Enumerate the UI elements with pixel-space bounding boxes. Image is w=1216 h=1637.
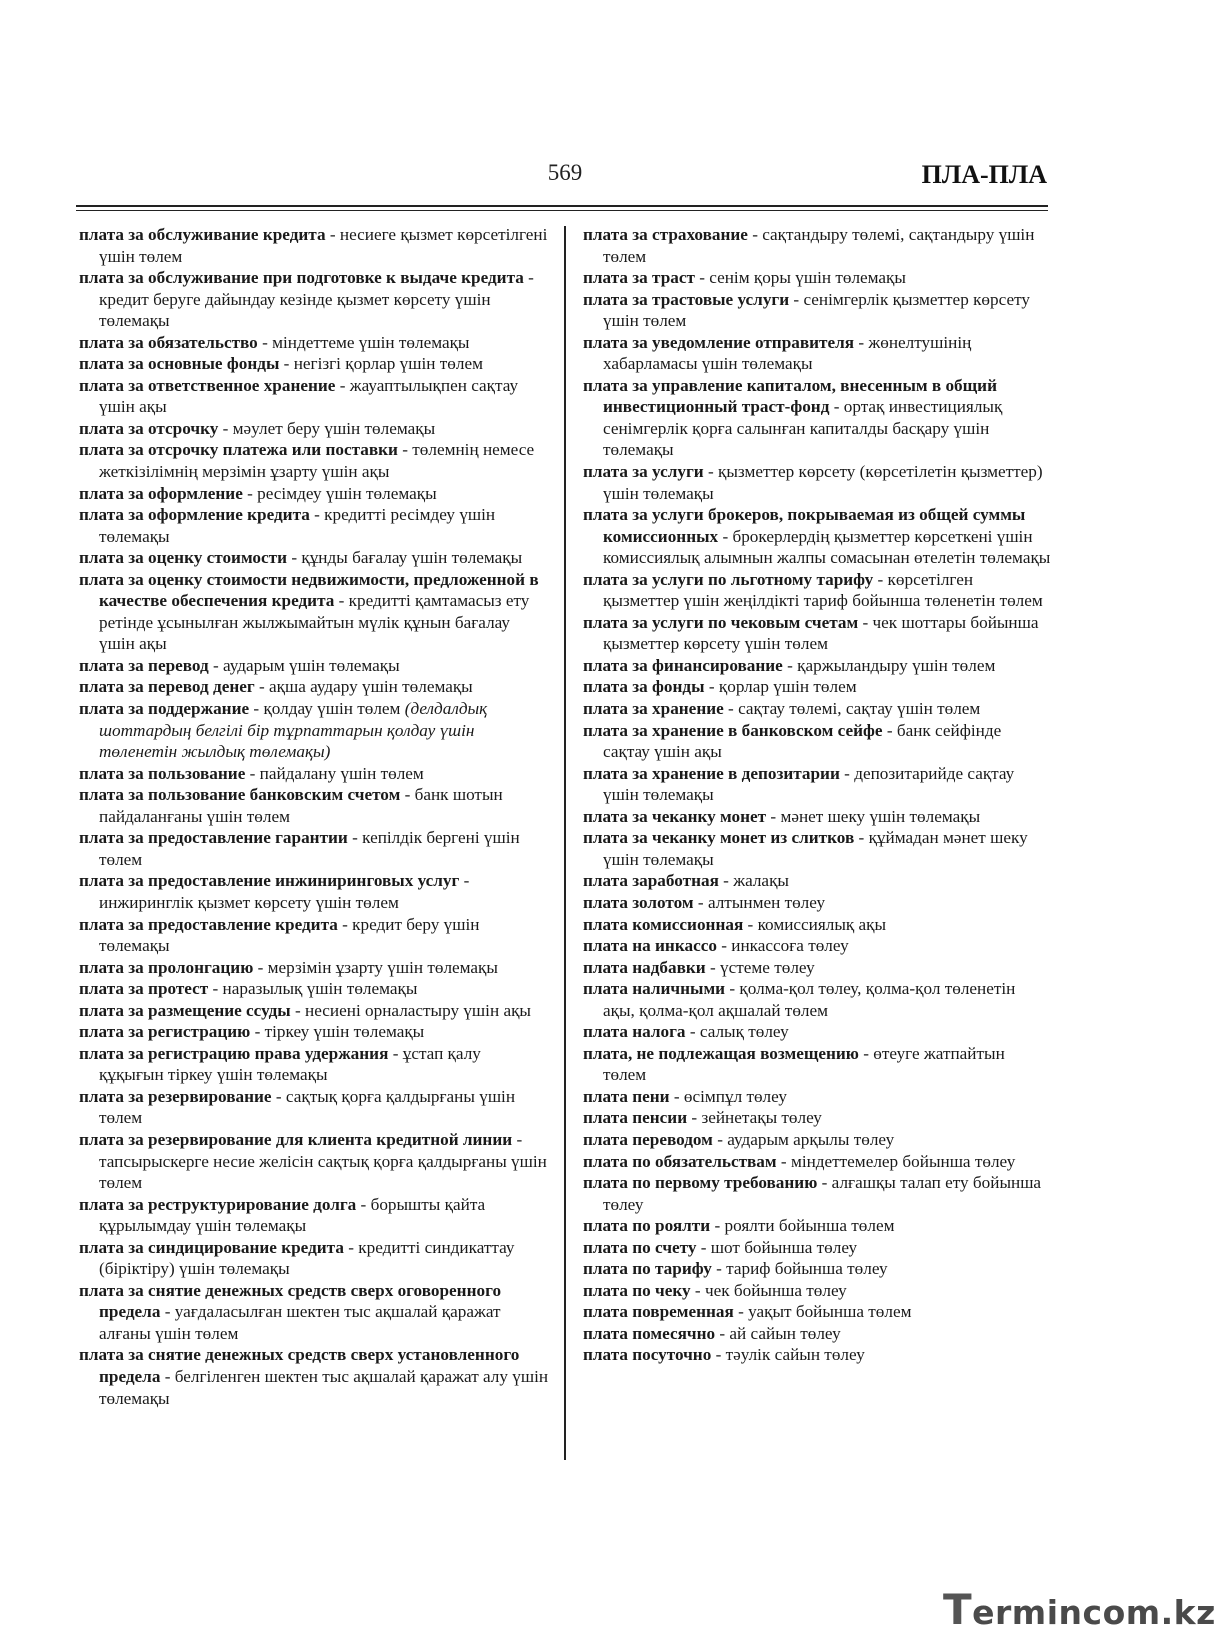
entry-definition: төлемнің немесе жеткізілімнің мерзімін ұзарту үшін ақы [99,440,535,482]
entry-definition: жөнелтушінің хабарламасы үшін төлемақы [603,332,972,374]
entry-definition: роялти бойынша төлем [724,1216,895,1236]
entry-definition: уақыт бойынша төлем [748,1302,912,1322]
dictionary-entry: плата за пользование - пайдалану үшін төлем [79,763,424,783]
dictionary-entry: плата за обслуживание при подготовке к выдаче кредита - кредит беруге дайындау кезінде қызмет көрсету үшін төлемақы [79,268,534,331]
entry-term: плата за предоставление кредита [79,914,338,934]
entry-definition: инкассоға төлеу [731,936,849,956]
dictionary-entry: плата за услуги по льготному тарифу - көрсетілген қызметтер үшін жеңілдікті тариф бойынша төленетін төлем [583,569,1043,611]
entry-term: плата за синдицирование кредита [79,1237,344,1257]
entry-term: плата на инкассо [583,936,717,956]
dictionary-entry: плата за оценку стоимости - құнды бағалау үшін төлемақы [79,548,523,568]
entry-definition: банк шотын пайдаланғаны үшін төлем [99,785,503,826]
entry-term: плата за отсрочку [79,418,219,438]
entry-definition: қолма-қол төлеу, қолма-қол төленетін ақы, қолма-қол ақшалай төлем [603,979,1016,1020]
entry-term: плата за хранение в банковском сейфе [583,720,883,740]
entry-definition: борышты қайта құрылымдау үшін төлемақы [99,1194,486,1236]
entry-term: плата за поддержание [79,699,250,719]
entry-term: плата за обслуживание кредита [79,225,326,244]
dictionary-entry: плата посуточно - тəулік сайын төлеу [583,1345,865,1365]
dictionary-entry: плата за перевод денег - ақша аудару үшін төлемақы [79,677,473,697]
entry-term: плата за пользование банковским счетом [79,785,401,805]
dictionary-entry: плата за предоставление гарантии - кепілдік бергені үшін төлем [79,828,520,869]
entry-term: плата за услуги по чековым счетам [583,612,859,632]
entry-term: плата за оформление [79,483,243,503]
dictionary-entry: плата за фонды - қорлар үшін төлем [583,677,857,697]
dictionary-entry: плата за страхование - сақтандыру төлемі, сақтандыру үшін төлем [583,225,1035,266]
entry-definition: кредит беру үшін төлемақы [99,914,480,956]
dictionary-entry: плата за хранение в банковском сейфе - банк сейфінде сақтау үшін ақы [583,720,1002,762]
entry-definition: тəулік сайын төлеу [725,1345,865,1365]
dictionary-entry: плата за трастовые услуги - сенімгерлік қызметтер көрсету үшін төлем [583,289,1030,331]
entry-term: плата переводом [583,1129,713,1149]
dictionary-entry: плата наличными - қолма-қол төлеу, қолма-қол төленетін ақы, қолма-қол ақшалай төлем [583,979,1016,1020]
entry-term: плата за регистрацию [79,1022,251,1042]
dictionary-entry: плата за услуги по чековым счетам - чек шоттары бойынша қызметтер көрсету үшін төлем [583,612,1039,654]
dictionary-entry: плата за хранение - сақтау төлемі, сақтау үшін төлем [583,699,981,719]
entry-term: плата за пролонгацию [79,957,254,977]
entry-definition: тапсырыскерге несие желісін сақтық қорға қалдырғаны үшін төлем [99,1151,547,1193]
dictionary-entry: плата за услуги - қызметтер көрсету (көрсетілетін қызметтер) үшін төлемақы [583,462,1043,503]
entry-definition: банк сейфінде сақтау үшін ақы [603,720,1002,762]
dictionary-entry: плата за обслуживание кредита - несиеге қызмет көрсетілгені үшін төлем [79,225,548,266]
entry-note: (делдалдық шоттардың белгілі бір тұрпаттарын қолдау үшін төленетін жылдық төлемақы) [99,699,488,762]
dictionary-entry: плата за основные фонды - негізгі қорлар үшін төлем [79,354,483,374]
entry-definition: тариф бойынша төлеу [726,1259,888,1279]
dictionary-entry: плата за хранение в депозитарии - депозитарийде сақтау үшін төлемақы [583,763,1015,805]
watermark-text: ermincom.kz [972,1593,1216,1632]
entry-term: плата за предоставление инжиниринговых услуг [79,871,460,891]
entry-term: плата за ответственное хранение [79,375,336,395]
dictionary-entry: плата золотом - алтынмен төлеу [583,892,826,912]
entry-definition: тіркеу үшін төлемақы [264,1022,425,1042]
entry-term: плата по роялти [583,1216,711,1236]
entry-term: плата за траст [583,268,695,288]
entry-definition: чек бойынша төлеу [704,1280,847,1300]
entry-term: плата за перевод денег [79,677,255,697]
entry-term: плата за услуги брокеров, покрываемая из общей суммы комиссионных [583,505,1026,546]
entry-term: плата за финансирование [583,655,783,675]
entry-term: плата пени [583,1086,670,1106]
entry-definition: кредитті ресімдеу үшін төлемақы [99,505,496,546]
entry-definition: кредит беруге дайындау кезінде қызмет көрсету үшін төлемақы [99,289,491,331]
entry-term: плата за услуги по льготному тарифу [583,569,874,589]
dictionary-entry: плата по счету - шот бойынша төлеу [583,1237,858,1257]
dictionary-entry: плата за поддержание - қолдау үшін төлем (делдалдық шоттардың белгілі бір тұрпаттарын қолдау үшін төленетін жылдық төлемақы) [79,699,488,762]
dictionary-entry: плата за предоставление инжиниринговых услуг - инжиринглік қызмет көрсету үшін төлем [79,871,470,912]
entry-definition: мерзімін ұзарту үшін төлемақы [267,957,498,977]
entry-definition: сақтық қорға қалдырғаны үшін төлем [99,1086,516,1128]
entry-term: плата за обслуживание при подготовке к выдаче кредита [79,268,524,288]
header-rule-bottom [76,210,1048,211]
entry-definition: ақша аудару үшін төлемақы [269,677,473,697]
dictionary-entry: плата за снятие денежных средств сверх установленного предела - белгіленген шектен тыс ақшалай қаражат алу үшін төлемақы [79,1345,549,1408]
entry-term: плата по тарифу [583,1259,712,1279]
entry-term: плата за страхование [583,225,748,244]
entry-definition: кредитті қамтамасыз ету ретінде ұсынылған жылжымайтын мүлік құнын бағалау үшін ақы [99,591,530,654]
entry-definition: комиссиялық ақы [757,914,887,934]
entry-definition: құнды бағалау үшін төлемақы [301,548,523,568]
entry-definition: өсімпұл төлеу [683,1086,787,1106]
dictionary-entry: плата за оценку стоимости недвижимости, предложенной в качестве обеспечения кредита - кредитті қамтамасыз ету ретінде ұсынылған жылжымайтын мүлік құнын бағалау үшін ақы [79,569,539,654]
entry-term: плата за перевод [79,655,209,675]
dictionary-entry: плата на инкассо - инкассоға төлеу [583,936,849,956]
entry-term: плата за управление капиталом, внесенным в общий инвестиционный траст-фонд [583,375,997,417]
entry-term: плата по первому требованию [583,1173,818,1193]
entry-term: плата пенсии [583,1108,688,1128]
entry-definition: несиеге қызмет көрсетілгені үшін төлем [99,225,548,266]
entry-term: плата за резервирование [79,1086,272,1106]
entry-definition: құймадан мəнет шеку үшін төлемақы [603,828,1028,869]
entry-term: плата за снятие денежных средств сверх оговоренного предела [79,1280,502,1322]
entry-definition: сенімгерлік қызметтер көрсету үшін төлем [603,289,1030,331]
entry-term: плата за фонды [583,677,705,697]
entry-definition: көрсетілген қызметтер үшін жеңілдікті тариф бойынша төленетін төлем [603,569,1043,611]
entry-definition: инжиринглік қызмет көрсету үшін төлем [99,892,399,912]
entry-term: плата за чеканку монет [583,806,767,826]
entry-definition: қорлар үшін төлем [718,677,857,697]
entry-term: плата надбавки [583,957,706,977]
entry-definition: зейнетақы төлеу [701,1108,822,1128]
entry-term: плата за оценку стоимости [79,548,288,568]
dictionary-entry: плата, не подлежащая возмещению - өтеуге жатпайтын төлем [583,1043,1005,1085]
entry-term: плата за услуги [583,462,704,482]
dictionary-entry: плата за синдицирование кредита - кредитті синдикаттау (біріктіру) үшін төлемақы [79,1237,515,1279]
entry-definition: аударым арқылы төлеу [727,1129,895,1149]
entry-definition: жалақы [733,871,789,891]
dictionary-entry: плата за чеканку монет из слитков - құймадан мəнет шеку үшін төлемақы [583,828,1028,869]
entry-definition: ортақ инвестициялық сенімгерлік қорға салынған капиталды басқару үшін төлемақы [603,397,1003,460]
entry-definition: сақтау төлемі, сақтау үшін төлем [738,699,981,719]
entry-term: плата за оценку стоимости недвижимости, предложенной в качестве обеспечения кредита [79,569,539,611]
entry-definition: салық төлеу [699,1022,789,1042]
entry-definition: депозитарийде сақтау үшін төлемақы [603,763,1015,805]
dictionary-entry: плата пенсии - зейнетақы төлеу [583,1108,822,1128]
entry-definition: қызметтер көрсету (көрсетілетін қызметтер) үшін төлемақы [603,462,1043,503]
dictionary-entry: плата за чеканку монет - мəнет шеку үшін төлемақы [583,806,981,826]
entry-definition: қолдау үшін төлем [263,699,401,719]
entry-term: плата за протест [79,979,209,999]
entry-term: плата наличными [583,979,726,999]
entry-definition: міндеттеме үшін төлемақы [272,332,470,352]
entry-definition: міндеттемелер бойынша төлеу [790,1151,1016,1171]
dictionary-entry: плата за регистрацию права удержания - ұстап қалу құқығын тіркеу үшін төлемақы [79,1043,481,1085]
dictionary-entry: плата за предоставление кредита - кредит беру үшін төлемақы [79,914,480,956]
entry-term: плата за чеканку монет из слитков [583,828,855,848]
entry-term: плата за предоставление гарантии [79,828,348,848]
dictionary-entry: плата налога - салық төлеу [583,1022,789,1042]
entry-term: плата налога [583,1022,686,1042]
entry-definition: қаржыландыру үшін төлем [797,655,996,675]
dictionary-entry: плата переводом - аударым арқылы төлеу [583,1129,895,1149]
entry-term: плата за хранение [583,699,724,719]
page-number: 569 [547,160,583,185]
entry-definition: мəулет беру үшін төлемақы [232,418,436,438]
dictionary-entry: плата за протест - наразылық үшін төлемақы [79,979,418,999]
entry-definition: ай сайын төлеу [729,1323,841,1343]
dictionary-entry: плата за отсрочку платежа или поставки - төлемнің немесе жеткізілімнің мерзімін ұзарту үшін ақы [79,440,535,482]
dictionary-entry: плата помесячно - ай сайын төлеу [583,1323,841,1343]
dictionary-entry: плата заработная - жалақы [583,871,789,891]
dictionary-entry: плата повременная - уақыт бойынша төлем [583,1302,912,1322]
dictionary-entry: плата за реструктурирование долга - борышты қайта құрылымдау үшін төлемақы [79,1194,486,1236]
entry-definition: сақтандыру төлемі, сақтандыру үшін төлем [603,225,1035,266]
entry-term: плата посуточно [583,1345,712,1365]
dictionary-entry: плата за услуги брокеров, покрываемая из общей суммы комиссионных - брокерлердің қызметтер көрсеткені үшін комиссиялық алымнын жалпы сомасынан өтелетін төлемақы [583,505,1051,568]
entry-definition: брокерлердің қызметтер көрсеткені үшін комиссиялық алымнын жалпы сомасынан өтелетін төлемақы [603,526,1051,568]
dictionary-entry: плата надбавки - үстеме төлеу [583,957,815,977]
entry-term: плата по счету [583,1237,697,1257]
entry-term: плата за оформление кредита [79,505,310,525]
entry-definition: уағдаласылған шектен тыс ақшалай қаражат алғаны үшін төлем [99,1302,501,1343]
entry-term: плата по обязательствам [583,1151,777,1171]
entry-definition: алғашқы талап ету бойынша төлеу [603,1173,1042,1214]
dictionary-entry: плата за перевод - аударым үшін төлемақы [79,655,400,675]
entry-definition: пайдалану үшін төлем [259,763,424,783]
entry-term: плата за хранение в депозитарии [583,763,840,783]
entry-term: плата за трастовые услуги [583,289,790,309]
entry-definition: несиені орналастыру үшін ақы [305,1000,531,1020]
entry-term: плата комиссионная [583,914,744,934]
entry-definition: чек шоттары бойынша қызметтер көрсету үшін төлем [603,612,1039,654]
dictionary-entry: плата за оформление кредита - кредитті ресімдеу үшін төлемақы [79,505,496,546]
entry-definition: кредитті синдикаттау (біріктіру) үшін төлемақы [99,1237,515,1279]
dictionary-entry: плата за пролонгацию - мерзімін ұзарту үшін төлемақы [79,957,498,977]
dictionary-entry: плата за обязательство - міндеттеме үшін төлемақы [79,332,470,352]
entry-term: плата за размещение ссуды [79,1000,291,1020]
dictionary-column-right [583,224,1051,1366]
dictionary-entry: плата за оформление - ресімдеу үшін төлемақы [79,483,437,503]
entry-definition: сенім қоры үшін төлемақы [709,268,906,288]
entry-definition: үстеме төлеу [720,957,815,977]
entry-term: плата за уведомление отправителя [583,332,855,352]
page-header-title: ПЛА-ПЛА [921,160,1047,189]
column-divider [564,226,566,1460]
entry-term: плата за снятие денежных средств сверх установленного предела [79,1345,520,1386]
dictionary-entry: плата по роялти - роялти бойынша төлем [583,1216,895,1236]
entry-term: плата за обязательство [79,332,258,352]
entry-definition: өтеуге жатпайтын төлем [603,1043,1005,1085]
dictionary-entry: плата за снятие денежных средств сверх оговоренного предела - уағдаласылған шектен тыс ақшалай қаражат алғаны үшін төлем [79,1280,502,1343]
entry-definition: жауаптылықпен сақтау үшін ақы [99,375,519,417]
entry-term: плата помесячно [583,1323,716,1343]
entry-definition: ресімдеу үшін төлемақы [257,483,437,503]
dictionary-entry: плата за резервирование - сақтық қорға қалдырғаны үшін төлем [79,1086,516,1128]
dictionary-column-left [79,224,549,1409]
entry-definition: негізгі қорлар үшін төлем [293,354,483,374]
dictionary-entry: плата за размещение ссуды - несиені орналастыру үшін ақы [79,1000,531,1020]
entry-term: плата за отсрочку платежа или поставки [79,440,398,460]
dictionary-entry: плата за траст - сенім қоры үшін төлемақы [583,268,906,288]
dictionary-entry: плата за пользование банковским счетом - банк шотын пайдаланғаны үшін төлем [79,785,503,826]
dictionary-entry: плата по чеку - чек бойынша төлеу [583,1280,847,1300]
entry-definition: мəнет шеку үшін төлемақы [780,806,981,826]
watermark-logo [943,1585,1216,1634]
dictionary-entry: плата по первому требованию - алғашқы талап ету бойынша төлеу [583,1173,1042,1214]
entry-term: плата за резервирование для клиента кредитной линии [79,1129,513,1149]
watermark-initial: T [943,1585,973,1634]
entry-definition: алтынмен төлеу [707,892,826,912]
dictionary-entry: плата комиссионная - комиссиялық ақы [583,914,887,934]
dictionary-entry: плата пени - өсімпұл төлеу [583,1086,787,1106]
dictionary-entry: плата за регистрацию - тіркеу үшін төлемақы [79,1022,425,1042]
dictionary-entry: плата за уведомление отправителя - жөнелтушінің хабарламасы үшін төлемақы [583,332,972,374]
dictionary-entry: плата за управление капиталом, внесенным в общий инвестиционный траст-фонд - ортақ инвестициялық сенімгерлік қорға салынған капиталды басқару үшін төлемақы [583,375,1003,460]
dictionary-entry: плата за финансирование - қаржыландыру үшін төлем [583,655,996,675]
dictionary-entry: плата по тарифу - тариф бойынша төлеу [583,1259,888,1279]
entry-term: плата золотом [583,892,694,912]
entry-definition: наразылық үшін төлемақы [222,979,418,999]
entry-term: плата за основные фонды [79,354,280,374]
entry-term: плата по чеку [583,1280,691,1300]
entry-definition: белгіленген шектен тыс ақшалай қаражат алу үшін төлемақы [99,1366,549,1408]
dictionary-entry: плата за ответственное хранение - жауаптылықпен сақтау үшін ақы [79,375,519,417]
entry-definition: аударым үшін төлемақы [223,655,400,675]
entry-definition: ұстап қалу құқығын тіркеу үшін төлемақы [99,1043,481,1085]
dictionary-entry: плата за отсрочку - мəулет беру үшін төлемақы [79,418,436,438]
entry-term: плата, не подлежащая возмещению [583,1043,859,1063]
entry-term: плата за реструктурирование долга [79,1194,357,1214]
header-rule-top [76,205,1048,207]
entry-term: плата за регистрацию права удержания [79,1043,389,1063]
entry-term: плата повременная [583,1302,734,1322]
dictionary-entry: плата за резервирование для клиента кредитной линии - тапсырыскерге несие желісін сақтық қорға қалдырғаны үшін төлем [79,1129,547,1193]
dictionary-entry: плата по обязательствам - міндеттемелер бойынша төлеу [583,1151,1016,1171]
entry-definition: кепілдік бергені үшін төлем [99,828,520,869]
entry-definition: шот бойынша төлеу [710,1237,858,1257]
entry-term: плата заработная [583,871,719,891]
entry-term: плата за пользование [79,763,246,783]
